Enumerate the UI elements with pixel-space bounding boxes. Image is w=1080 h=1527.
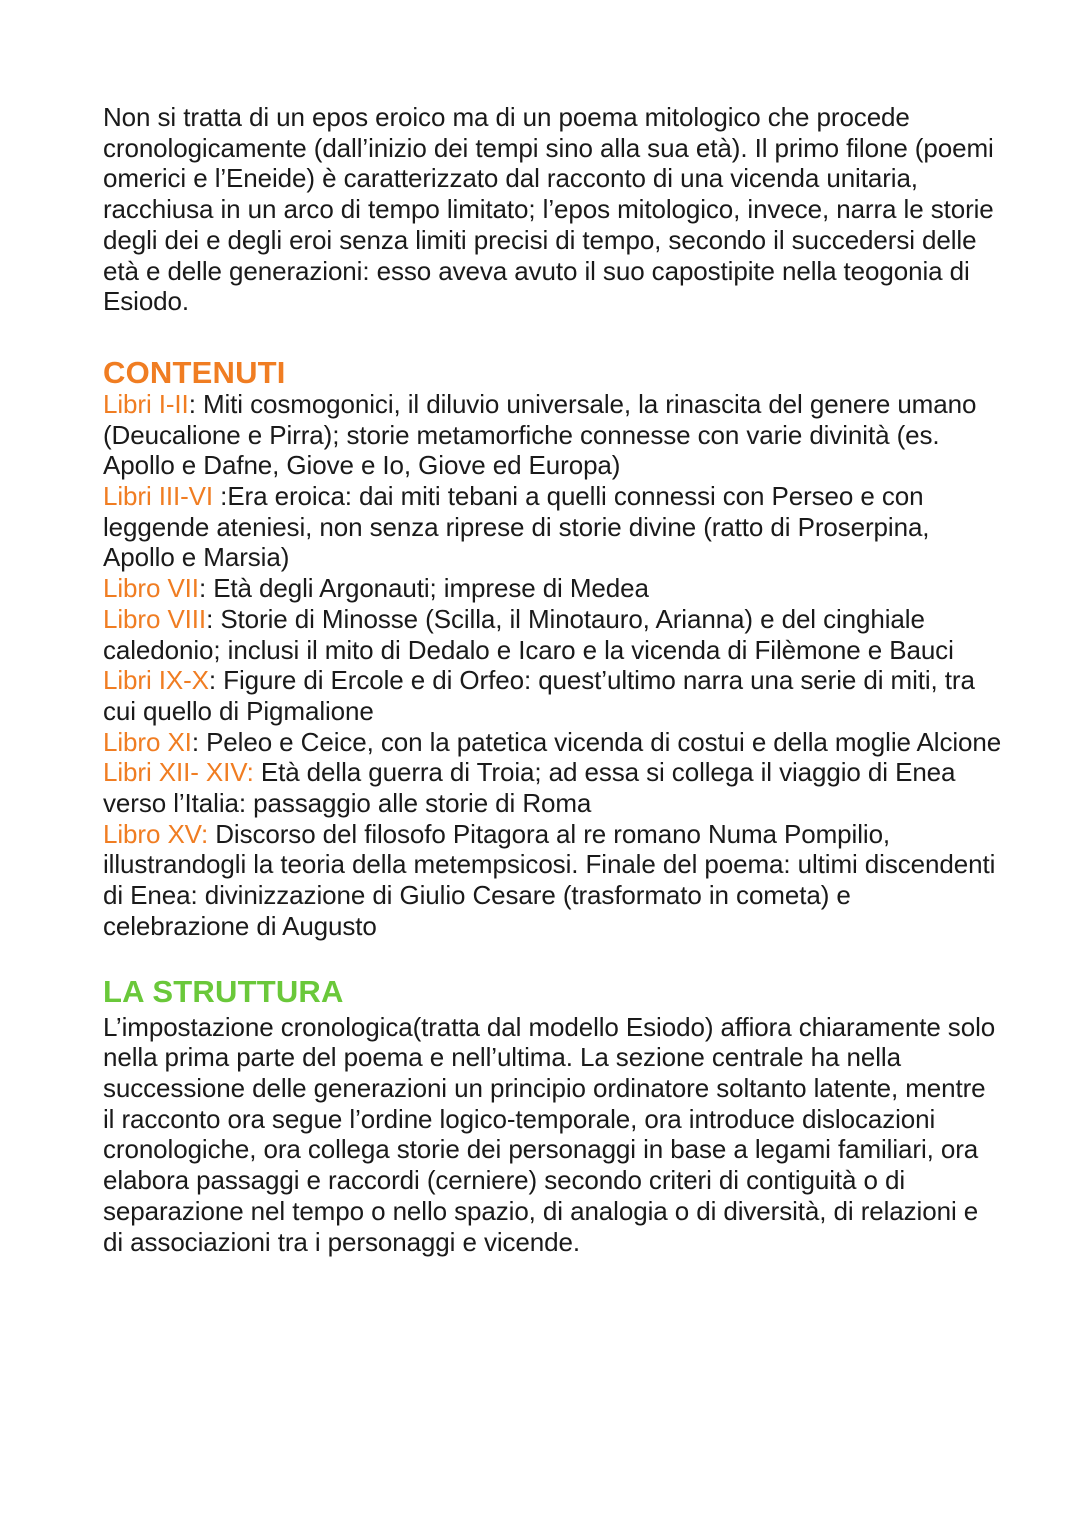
- entry-text: Era eroica: dai miti tebani a quelli connessi con Perseo e con leggende ateniesi, non senza riprese di storie divine (ratto di Proserpina, Apollo e Marsia): [103, 481, 930, 573]
- entry-text: Età della guerra di Troia; ad essa si collega il viaggio di Enea verso l’Italia: passaggio alle storie di Roma: [103, 757, 956, 819]
- contenuti-entry: [103, 481, 1003, 573]
- entry-separator: :: [191, 726, 207, 757]
- entry-separator: [254, 757, 261, 787]
- entry-text: Figure di Ercole e di Orfeo: quest’ultimo narra una serie di miti, tra cui quello di Pigmalione: [103, 665, 975, 726]
- book-label: Libro VII: [103, 573, 199, 604]
- entry-text: Età degli Argonauti; imprese di Medea: [213, 573, 649, 604]
- contenuti-entry: [103, 389, 1003, 481]
- document-page: [103, 102, 1003, 1257]
- book-label: Libri XII- XIV:: [103, 757, 254, 788]
- book-label: Libro XI: [103, 726, 192, 757]
- book-label: Libri I-II: [103, 388, 189, 419]
- contenuti-entry: [103, 727, 1003, 758]
- contenuti-entry: [103, 573, 1003, 604]
- book-label: Libro XV:: [103, 818, 209, 849]
- book-label: Libro VIII: [103, 603, 207, 634]
- entry-separator: :: [208, 665, 224, 696]
- entry-separator: :: [213, 481, 228, 512]
- entry-text: Storie di Minosse (Scilla, il Minotauro, Arianna) e del cinghiale caledonio; inclusi il mito di Dedalo e Icaro e la vicenda di Filèmone e Bauci: [103, 603, 954, 665]
- contenuti-heading: CONTENUTI: [103, 354, 286, 390]
- contenuti-entry: [103, 604, 1003, 665]
- book-label: Libri IX-X: [103, 665, 209, 696]
- intro-paragraph: Non si tratta di un epos eroico ma di un poema mitologico che procede cronologicamente (dall’inizio dei tempi sino alla sua età). Il primo filone (poemi omerici e l’Eneide) è caratterizzato dal racconto di una vicenda unitaria, racchiusa in un arco di tempo limitato; l’epos mitologico, invece, narra le storie degli dei e degli eroi senza limiti precisi di tempo, secondo il succedersi delle età e delle generazioni: esso aveva avuto il suo capostipite nella teogonia di Esiodo.: [103, 102, 994, 317]
- book-label: Libri III-VI: [103, 481, 214, 512]
- struttura-heading: LA STRUTTURA: [103, 973, 344, 1009]
- entry-separator: :: [198, 573, 214, 604]
- contenuti-entry: [103, 757, 1003, 818]
- entry-text: Peleo e Ceice, con la patetica vicenda di costui e della moglie Alcione: [206, 726, 1002, 757]
- entry-text: Discorso del filosofo Pitagora al re romano Numa Pompilio, illustrandogli la teoria della metempsicosi. Finale del poema: ultimi discendenti di Enea: divinizzazione di Giulio Cesare (trasformato in cometa) e celebrazione di Augusto: [103, 818, 996, 941]
- entry-text: Miti cosmogonici, il diluvio universale, la rinascita del genere umano (Deucalione e Pirra); storie metamorfiche connesse con varie divinità (es. Apollo e Dafne, Giove e Io, Giove ed Europa): [103, 388, 977, 481]
- contenuti-entry: [103, 819, 1003, 942]
- entry-separator: :: [188, 388, 203, 419]
- struttura-paragraph: L’impostazione cronologica(tratta dal modello Esiodo) affiora chiaramente solo nella prima parte del poema e nell’ultima. La sezione centrale ha nella successione delle generazioni un principio ordinatore soltanto latente, mentre il racconto ora segue l’ordine logico-temporale, ora introduce dislocazioni cronologiche, ora collega storie dei personaggi in base a legami familiari, ora elabora passaggi e raccordi (cerniere) secondo criteri di contiguità o di separazione nel tempo o nello spazio, di analogia o di diversità, di relazioni e di associazioni tra i personaggi e vicende.: [103, 1011, 996, 1257]
- contenuti-list: [103, 389, 1003, 942]
- entry-separator: :: [206, 603, 221, 634]
- contenuti-entry: [103, 665, 1003, 726]
